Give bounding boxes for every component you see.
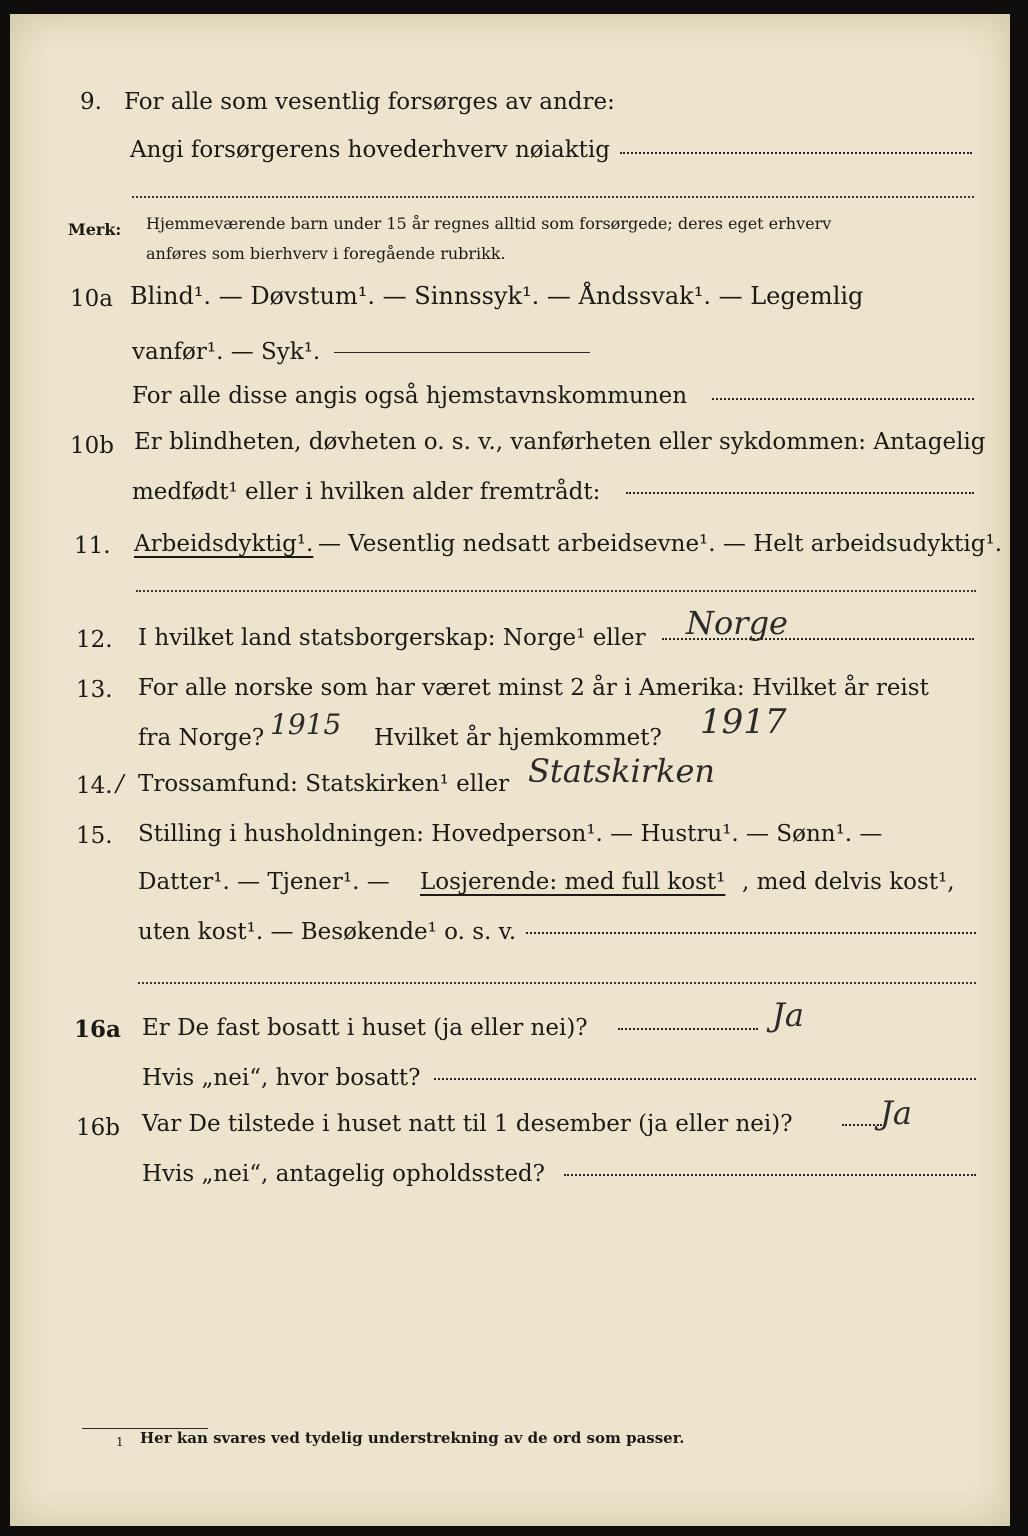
q10a-line2: vanfør¹. — Syk¹. <box>132 339 321 365</box>
q10a-number: 10a <box>70 286 113 312</box>
q9-extra-line[interactable] <box>132 196 974 198</box>
q14-number: 14. <box>76 773 113 799</box>
q16b-answer-line[interactable] <box>842 1124 882 1126</box>
q15-extra-line[interactable] <box>138 982 976 984</box>
q13-line2b: Hvilket år hjemkommet? <box>374 725 662 751</box>
q15-number: 15. <box>76 823 113 849</box>
q10a-line3: For alle disse angis også hjemstavnskommunen <box>132 383 688 409</box>
q10b-number: 10b <box>70 433 114 459</box>
note-line2: anføres som bierhverv i foregående rubrikk. <box>146 244 506 263</box>
q11-number: 11. <box>74 533 111 559</box>
q11-extra-line[interactable] <box>136 590 976 592</box>
q10a-hometown-line[interactable] <box>712 398 974 400</box>
q13-handwritten-year-return: 1917 <box>700 702 787 742</box>
q10a-line1: Blind¹. — Døvstum¹. — Sinnssyk¹. — Åndssvak¹. — Legemlig <box>130 282 864 310</box>
q10b-line2: medfødt¹ eller i hvilken alder fremtrådt: <box>132 479 601 505</box>
q16a-answer-line[interactable] <box>618 1028 758 1030</box>
q12-text: I hvilket land statsborgerskap: Norge¹ eller <box>138 625 646 651</box>
q16a-line1: Er De fast bosatt i huset (ja eller nei)? <box>142 1015 588 1041</box>
q16b-line1: Var De tilstede i huset natt til 1 desember (ja eller nei)? <box>142 1111 793 1137</box>
q15-option-losjerende-full-kost[interactable]: Losjerende: med full kost¹ <box>420 869 726 895</box>
q9-answer-line[interactable] <box>620 152 972 154</box>
q15-line2a: Datter¹. — Tjener¹. — <box>138 869 390 895</box>
footnote-mark: 1 <box>116 1435 124 1449</box>
q11-option-arbeidsdyktig[interactable]: Arbeidsdyktig¹. <box>134 531 314 557</box>
q16a-residence-line[interactable] <box>434 1078 976 1080</box>
q15-line2c: , med delvis kost¹, <box>742 869 955 895</box>
q9-number: 9. <box>80 89 102 115</box>
q9-line2: Angi forsørgerens hovederhverv nøiaktig <box>130 137 610 163</box>
q14-text: Trossamfund: Statskirken¹ eller <box>138 771 510 797</box>
note-label: Merk: <box>68 220 122 239</box>
q11-other-options: — Vesentlig nedsatt arbeidsevne¹. — Helt arbeidsudyktig¹. <box>318 531 1003 557</box>
q16b-handwritten-answer: Ja <box>880 1094 912 1132</box>
q13-line2a: fra Norge? <box>138 725 265 751</box>
q13-line1: For alle norske som har været minst 2 år i Amerika: Hvilket år reist <box>138 675 929 701</box>
q12-handwritten-answer: Norge <box>686 604 788 642</box>
q14-handwritten-answer: Statskirken <box>528 752 715 790</box>
q10a-answer-line[interactable] <box>334 352 590 353</box>
q16a-number: 16a <box>74 1016 121 1043</box>
q15-line3: uten kost¹. — Besøkende¹ o. s. v. <box>138 919 517 945</box>
q13-handwritten-year-left: 1915 <box>270 708 342 741</box>
q12-number: 12. <box>76 627 113 653</box>
footnote-text: Her kan svares ved tydelig understrekning av de ord som passer. <box>140 1429 685 1447</box>
q15-answer-line[interactable] <box>526 932 976 934</box>
q16b-number: 16b <box>76 1115 120 1141</box>
q10b-answer-line[interactable] <box>626 492 974 494</box>
q15-line1: Stilling i husholdningen: Hovedperson¹. — Hustru¹. — Sønn¹. — <box>138 821 883 847</box>
q16a-line2: Hvis „nei“, hvor bosatt? <box>142 1065 421 1091</box>
q9-line1: For alle som vesentlig forsørges av andre: <box>124 89 615 115</box>
q10b-line1: Er blindheten, døvheten o. s. v., vanførheten eller sykdommen: Antagelig <box>134 429 986 455</box>
q16b-location-line[interactable] <box>564 1174 976 1176</box>
note-line1: Hjemmeværende barn under 15 år regnes alltid som forsørgede; deres eget erhverv <box>146 214 832 233</box>
q16b-line2: Hvis „nei“, antagelig opholdssted? <box>142 1161 545 1187</box>
q16a-handwritten-answer: Ja <box>772 996 804 1034</box>
q14-check-mark: / <box>116 771 124 797</box>
q13-number: 13. <box>76 677 113 703</box>
